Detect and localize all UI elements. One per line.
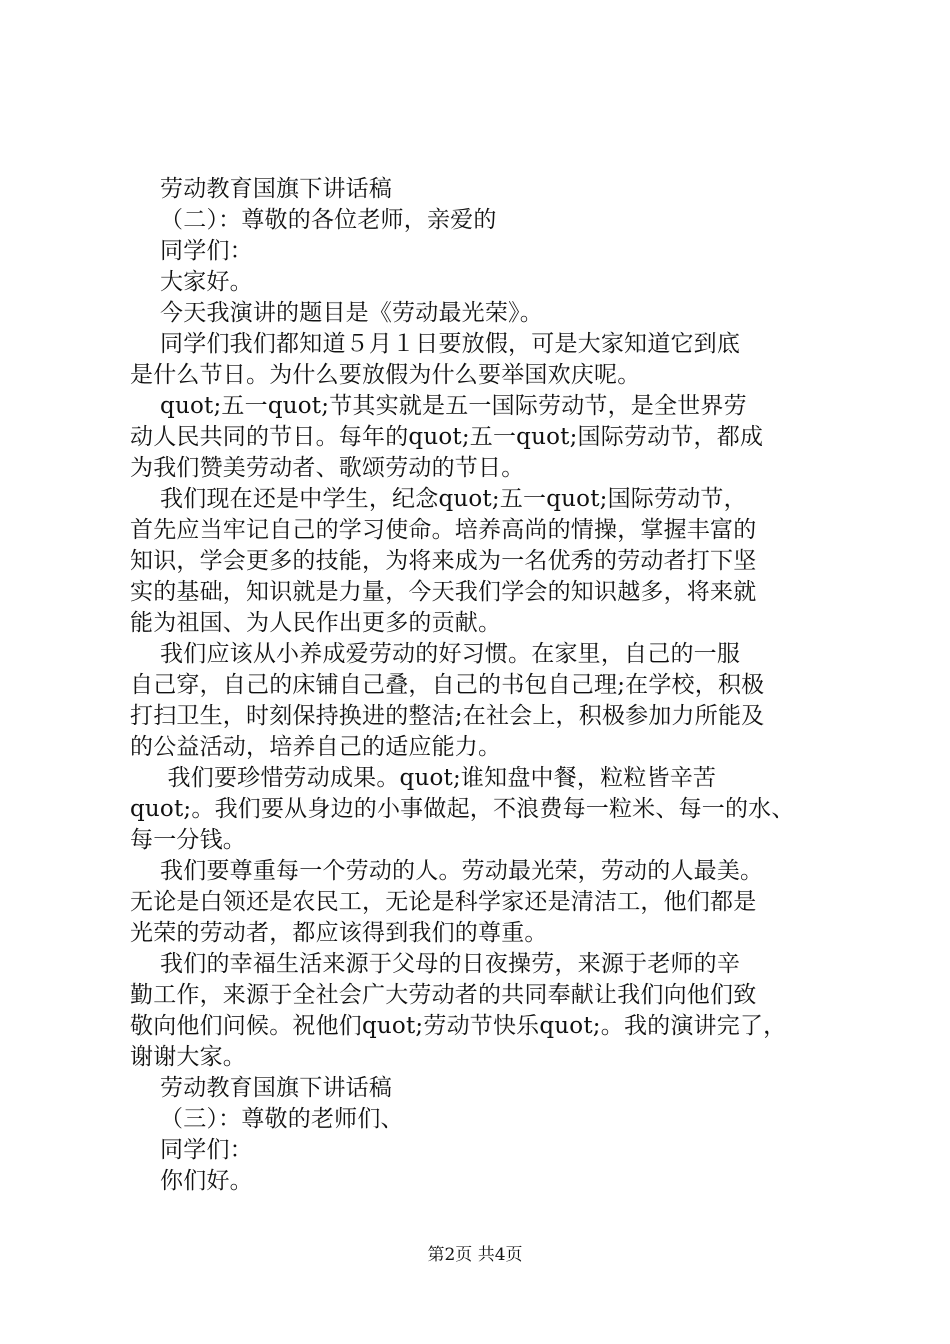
text-line: 我们现在还是中学生，纪念quot;五一quot;国际劳动节， [130, 486, 747, 512]
text-line: 无论是白领还是农民工，无论是科学家还是清洁工，他们都是 [130, 889, 757, 915]
text-line: 谢谢大家。 [130, 1044, 246, 1070]
text-line: 勤工作，来源于全社会广大劳动者的共同奉献让我们向他们致 [130, 982, 757, 1008]
text-line: 实的基础，知识就是力量，今天我们学会的知识越多，将来就 [130, 579, 757, 605]
text-line: 的公益活动，培养自己的适应能力。 [130, 734, 502, 760]
page-number-footer: 第2页 共4页 [427, 1245, 523, 1265]
text-line: 首先应当牢记自己的学习使命。培养高尚的情操，掌握丰富的 [130, 517, 757, 543]
text-line: 我们要尊重每一个劳动的人。劳动最光荣，劳动的人最美。 [130, 858, 764, 884]
text-line: 劳动教育国旗下讲话稿 [130, 176, 393, 202]
text-line: 我们的幸福生活来源于父母的日夜操劳，来源于老师的辛 [130, 951, 741, 977]
text-line: 同学们： [130, 238, 253, 264]
text-line: 知识，学会更多的技能，为将来成为一名优秀的劳动者打下坚 [130, 548, 757, 574]
document-body [130, 174, 830, 1197]
text-line: quot;五一quot;节其实就是五一国际劳动节，是全世界劳 [130, 393, 747, 419]
text-line: quot;。我们要从身边的小事做起，不浪费每一粒米、每一的水、 [130, 796, 795, 822]
text-line: 敬向他们问候。祝他们quot;劳动节快乐quot;。我的演讲完了， [130, 1013, 787, 1039]
text-line: 为我们赞美劳动者、歌颂劳动的节日。 [130, 455, 525, 481]
text-line: 是什么节日。为什么要放假为什么要举国欢庆呢。 [130, 362, 641, 388]
text-line: （二）：尊敬的各位老师，亲爱的 [130, 207, 497, 233]
text-line: 我们要珍惜劳动成果。quot;谁知盘中餐，粒粒皆辛苦 [130, 765, 717, 791]
text-line: 大家好。 [130, 269, 253, 295]
text-line: 你们好。 [130, 1168, 253, 1194]
text-line: 我们应该从小养成爱劳动的好习惯。在家里，自己的一服 [130, 641, 741, 667]
text-line: 打扫卫生，时刻保持换进的整洁;在社会上，积极参加力所能及 [130, 703, 765, 729]
text-line: 动人民共同的节日。每年的quot;五一quot;国际劳动节，都成 [130, 424, 764, 450]
text-line: 光荣的劳动者，都应该得到我们的尊重。 [130, 920, 548, 946]
text-line: 能为祖国、为人民作出更多的贡献。 [130, 610, 502, 636]
text-line: 每一分钱。 [130, 827, 246, 853]
text-line: 自己穿，自己的床铺自己叠，自己的书包自己理;在学校，积极 [130, 672, 765, 698]
text-line: （三）：尊敬的老师们、 [130, 1106, 404, 1132]
text-line: 今天我演讲的题目是《劳动最光荣》。 [130, 300, 543, 326]
text-line: 同学们： [130, 1137, 253, 1163]
text-line: 劳动教育国旗下讲话稿 [130, 1075, 393, 1101]
text-line: 同学们我们都知道５月１日要放假，可是大家知道它到底 [130, 331, 741, 357]
